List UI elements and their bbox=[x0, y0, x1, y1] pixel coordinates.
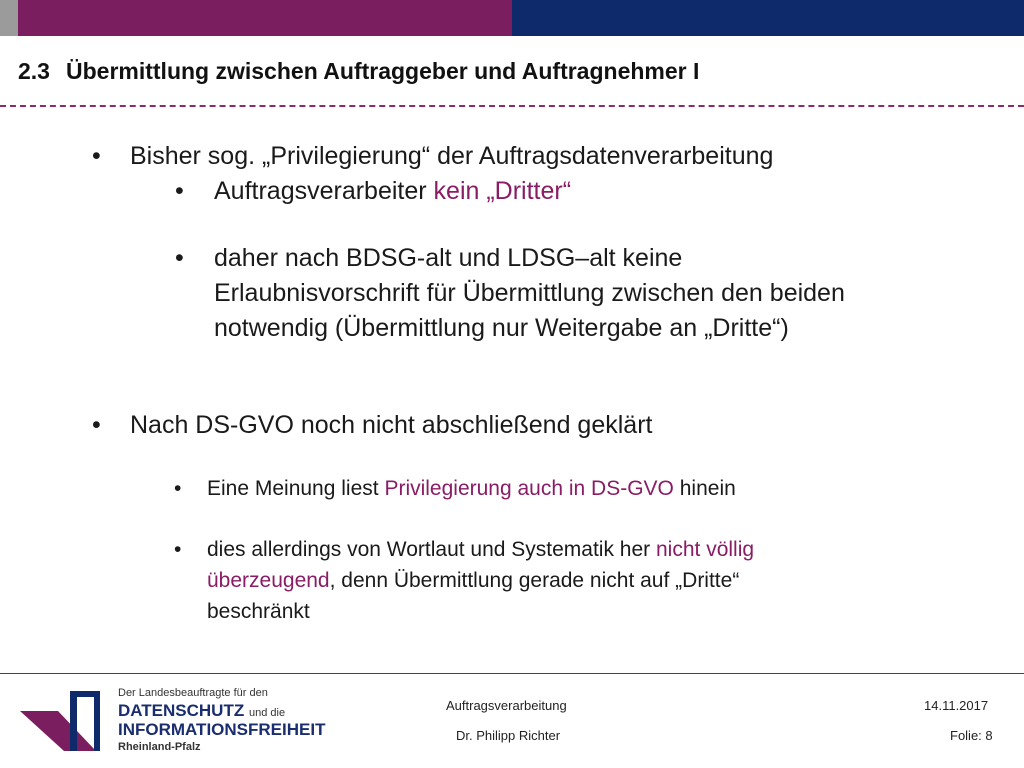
bullet-marker: • bbox=[92, 142, 101, 170]
top-bar-navy-segment bbox=[512, 0, 1024, 36]
logo-und-die: und die bbox=[248, 707, 286, 719]
footer-divider bbox=[0, 673, 1024, 674]
bullet-2b-tail: , denn Übermittlung gerade nicht auf „Dritte“ bbox=[329, 569, 740, 592]
bullet-2b-line1 bbox=[207, 538, 754, 562]
bullet-1a-text: Auftragsverarbeiter bbox=[214, 177, 434, 205]
logo-mark-icon bbox=[18, 689, 113, 753]
bullet-2a-text: Eine Meinung liest bbox=[207, 477, 385, 500]
bullet-2b-line2 bbox=[207, 569, 739, 593]
bullet-marker: • bbox=[174, 538, 182, 561]
bullet-2b-line3: beschränkt bbox=[207, 600, 310, 623]
logo-line-4: Rheinland-Pfalz bbox=[118, 741, 201, 753]
logo-line-2 bbox=[118, 701, 325, 721]
logo-line-3: INFORMATIONSFREIHEIT bbox=[118, 720, 326, 739]
footer-date: 14.11.2017 bbox=[924, 698, 989, 713]
logo-line-1: Der Landesbeauftragte für den bbox=[118, 687, 268, 699]
bullet-marker: • bbox=[175, 177, 184, 205]
bullet-1b-line1: daher nach BDSG-alt und LDSG–alt keine bbox=[214, 244, 683, 272]
bullet-2b-text: dies allerdings von Wortlaut und Systematik her bbox=[207, 538, 656, 561]
logo-text bbox=[118, 687, 325, 753]
title-divider bbox=[0, 105, 1024, 107]
bullet-2: Nach DS-GVO noch nicht abschließend geklärt bbox=[130, 411, 653, 439]
slide-title bbox=[18, 58, 699, 85]
bullet-2a bbox=[207, 477, 736, 501]
organization-logo bbox=[18, 687, 326, 757]
bullet-1b-line2: Erlaubnisvorschrift für Übermittlung zwischen den beiden bbox=[214, 279, 845, 307]
bullet-marker: • bbox=[175, 244, 184, 272]
bullet-2b-highlight-1: nicht völlig bbox=[656, 538, 755, 561]
title-text: Übermittlung zwischen Auftraggeber und Auftragnehmer I bbox=[66, 58, 700, 84]
bullet-2b-highlight-2: überzeugend bbox=[207, 569, 330, 592]
top-color-bar bbox=[0, 0, 1024, 36]
bullet-1: Bisher sog. „Privilegierung“ der Auftragsdatenverarbeitung bbox=[130, 142, 774, 170]
logo-datenschutz: DATENSCHUTZ bbox=[118, 701, 245, 720]
bullet-1a bbox=[214, 177, 571, 206]
bullet-2a-tail: hinein bbox=[673, 477, 736, 500]
section-number: 2.3 bbox=[18, 58, 50, 84]
footer-author: Dr. Philipp Richter bbox=[456, 728, 561, 743]
bullet-marker: • bbox=[174, 477, 182, 500]
bullet-1b-line3: notwendig (Übermittlung nur Weitergabe an „Dritte“) bbox=[214, 314, 789, 342]
bullet-2a-highlight: Privilegierung auch in DS-GVO bbox=[384, 477, 674, 500]
footer-topic: Auftragsverarbeitung bbox=[446, 698, 567, 713]
bullet-marker: • bbox=[92, 411, 101, 439]
top-bar-grey-segment bbox=[0, 0, 18, 36]
top-bar-purple-segment bbox=[18, 0, 512, 36]
bullet-1a-highlight: kein „Dritter“ bbox=[433, 177, 572, 205]
footer-slide-number: Folie: 8 bbox=[950, 728, 993, 743]
